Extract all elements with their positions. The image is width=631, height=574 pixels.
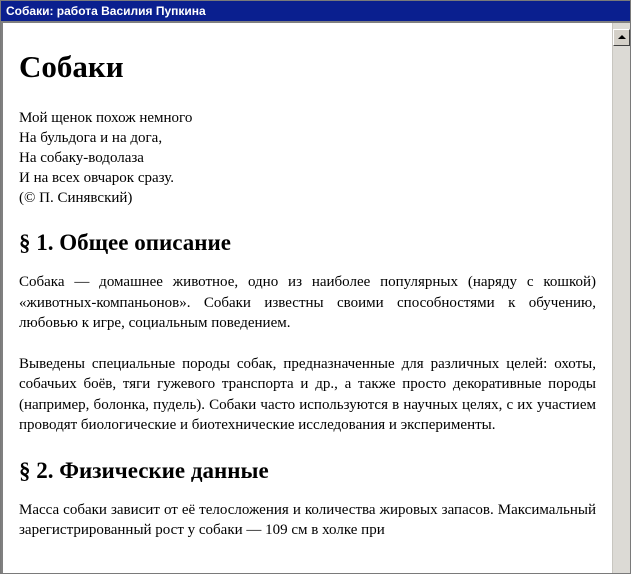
scroll-up-button[interactable] <box>613 29 630 46</box>
page-title: Собаки <box>19 49 124 84</box>
section-heading-physical: § 2. Физические данные <box>19 457 269 483</box>
document-viewport[interactable] <box>1 21 630 573</box>
paragraph: Собака — домашнее животное, одно из наиболее популярных (наряду с кошкой) «животных-компаньонов». Собаки известны своими способностями к обучению, любовью к игре, социальным поведением. <box>19 274 596 331</box>
paragraph: Выведены специальные породы собак, предназначенные для различных целей: охоты, собачьих боёв, тяги гужевого транспорта и др., а также просто декоративные породы (например, болонка, пудель). Собаки часто используются в научных целях, с их участием проводят биологические и биотехнические исследования и эксперименты. <box>19 355 596 433</box>
triangle-up-icon <box>618 35 626 39</box>
document-body <box>19 23 596 541</box>
vertical-scrollbar[interactable] <box>612 23 630 573</box>
epigraph-poem <box>19 108 596 208</box>
poem-line: На бульдога и на дога, <box>19 130 163 146</box>
poem-attribution: (© П. Синявский) <box>19 190 133 206</box>
poem-line: На собаку-водолаза <box>19 150 144 166</box>
section-heading-general: § 1. Общее описание <box>19 230 231 255</box>
window-title: Собаки: работа Василия Пупкина <box>1 1 630 21</box>
paragraph: Масса собаки зависит от её телосложения и количества жировых запасов. Максимальный зарегистрированный рост у собаки — 109 см в холке при <box>19 501 596 538</box>
poem-line: Мой щенок похож немного <box>19 110 193 126</box>
poem-line: И на всех овчарок сразу. <box>19 170 174 186</box>
